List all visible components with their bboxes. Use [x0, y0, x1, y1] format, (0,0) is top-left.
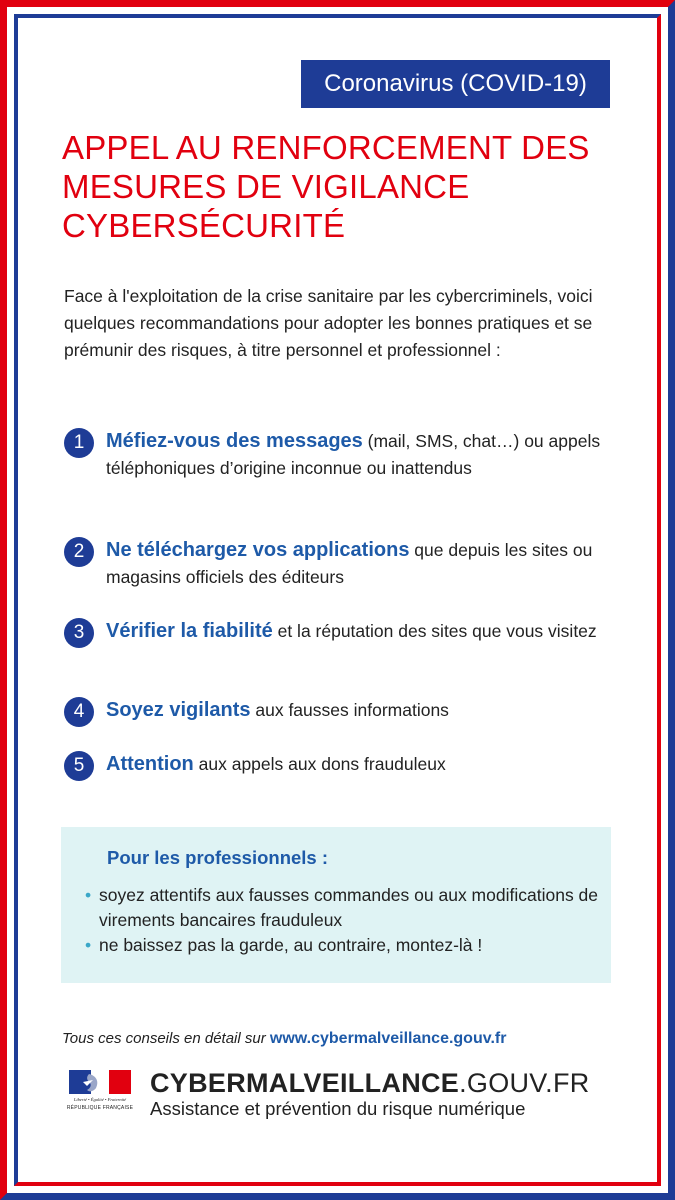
- brand-name-bold: CYBERMALVEILLANCE: [150, 1068, 460, 1098]
- page-title: APPEL AU RENFORCEMENT DES MESURES DE VIGILANCE CYBERSÉCURITÉ: [62, 129, 590, 244]
- brand-block: [150, 1068, 590, 1120]
- recommendation-item: [64, 428, 624, 482]
- website-link[interactable]: www.cybermalveillance.gouv.fr: [269, 1030, 507, 1047]
- recommendation-bold: Vérifier la fiabilité: [106, 620, 273, 642]
- recommendation-item: [64, 537, 624, 591]
- number-badge: 1: [64, 428, 94, 458]
- brand-name: [150, 1068, 590, 1098]
- list-item: [85, 883, 605, 933]
- recommendation-text: aux fausses informations: [250, 700, 449, 720]
- number-badge: 5: [64, 751, 94, 781]
- footer-line: [62, 1030, 622, 1048]
- recommendation-bold: Méfiez-vous des messages: [106, 430, 363, 452]
- recommendation-bold: Attention: [106, 753, 194, 775]
- recommendation-text: aux appels aux dons frauduleux: [193, 754, 446, 774]
- list-item-text: ne baissez pas la garde, au contraire, montez-là !: [99, 935, 483, 955]
- recommendation-text: et la réputation des sites que vous visitez: [272, 621, 597, 641]
- professionals-title: Pour les professionnels :: [107, 847, 329, 868]
- recommendation-text: que depuis les sites ou magasins officiels des éditeurs: [106, 540, 593, 587]
- bullet-icon: •: [85, 885, 92, 905]
- republique-francaise-logo: [65, 1070, 135, 1116]
- list-item: [85, 933, 605, 958]
- recommendation-text: (mail, SMS, chat…) ou appels téléphoniques d’origine inconnue ou inattendus: [106, 431, 601, 478]
- topic-tag: Coronavirus (COVID-19): [301, 60, 610, 108]
- recommendation-item: [64, 697, 624, 724]
- bullet-icon: •: [85, 935, 92, 955]
- professionals-list: [85, 883, 605, 958]
- list-item-text: soyez attentifs aux fausses commandes ou aux modifications de virements bancaires frauduleux: [99, 885, 599, 930]
- footer-text: Tous ces conseils en détail sur: [62, 1030, 266, 1047]
- number-badge: 3: [64, 618, 94, 648]
- recommendation-item: [64, 751, 624, 778]
- marianne-flag-icon: [69, 1070, 131, 1094]
- professionals-box: [61, 827, 611, 983]
- recommendation-bold: Ne téléchargez vos applications: [106, 539, 410, 561]
- logo-motto: Liberté • Égalité • Fraternité: [73, 1097, 127, 1102]
- number-badge: 2: [64, 537, 94, 567]
- brand-name-rest: .GOUV.FR: [459, 1068, 590, 1098]
- brand-tagline: Assistance et prévention du risque numérique: [150, 1098, 526, 1119]
- logo-name: RÉPUBLIQUE FRANÇAISE: [66, 1105, 134, 1111]
- number-badge: 4: [64, 697, 94, 727]
- recommendation-bold: Soyez vigilants: [106, 699, 251, 721]
- recommendation-item: [64, 618, 624, 645]
- intro-text: Face à l'exploitation de la crise sanitaire par les cybercriminels, voici quelques recommandations pour adopter les bonnes pratiques et se prémunir des risques, à titre personnel et professionnel :: [64, 286, 593, 360]
